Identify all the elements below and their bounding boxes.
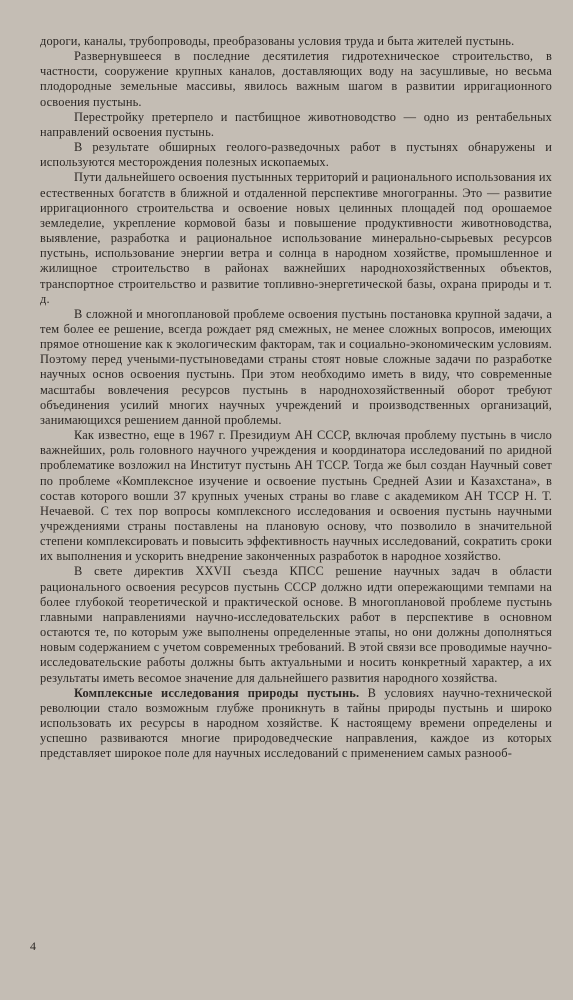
paragraph-9 [40,686,552,762]
document-page [40,34,552,964]
paragraph-4: В результате обширных геолого-разведочных работ в пустынях обнаружены и используются месторождения полезных ископаемых. [40,140,552,170]
paragraph-3: Перестройку претерпело и пастбищное животноводство — одно из рентабельных направлений освоения пустынь. [40,109,552,139]
section-heading: Комплексные исследования природы пустынь. [74,685,360,700]
paragraph-6: В сложной и многоплановой проблеме освоения пустынь постановка крупной задачи, а тем более ее решение, всегда рождает ряд смежных, не менее сложных вопросов, имеющих прямое отношение как к экологическим факторам, так и социально-экономическим условиям. Поэтому перед учеными-пустыноведами страны стоят новые сложные задачи по разработке научных основ освоения пустынь. При этом необходимо иметь в виду, что современные масштабы вовлечения ресурсов пустынь в народнохозяйственный оборот требуют объединения усилий многих научных учреждений и производственных организаций, занимающихся решением данной проблемы. [40,306,552,427]
paragraph-2: Развернувшееся в последние десятилетия гидротехническое строительство, в частности, сооружение крупных каналов, доставляющих воду на засушливые, но весьма плодородные земельные массивы, явилось важным шагом в развитии ирригационного освоения пустынь. [40,49,552,109]
paragraph-8: В свете директив XXVII съезда КПСС решение научных задач в области рационального освоения ресурсов пустынь СССР должно идти опережающими темпами на более глубокой теоретической и практической основе. В многоплановой проблеме пустынь главными направлениями научно-исследовательских работ в перспективе в основном остаются те, по которым уже выполнены определенные этапы, но они должны дополняться новым содержанием с учетом современных требований. В этой связи все проводимые научно-исследовательские работы должны быть актуальными и носить конкретный характер, а их результаты иметь весомое значение для дальнейшего развития народного хозяйства. [40,564,552,685]
paragraph-7: Как известно, еще в 1967 г. Президиум АН СССР, включая проблему пустынь в число важнейших, роль головного научного учреждения и координатора исследований по аридной проблематике возложил на Институт пустынь АН ТССР. Тогда же был создан Научный совет по проблеме «Комплексное изучение и освоение пустынь Средней Азии и Казахстана», в состав которого вошли 37 крупных ученых страны во главе с академиком АН ТССР Н. Т. Нечаевой. С тех пор вопросы комплексного исследования и освоения пустынь научными учреждениями страны поставлены на плановую основу, что позволило в значительной степени комплексировать и повысить эффективность научных исследований, сократить сроки их выполнения и ускорить внедрение законченных разработок в народное хозяйство. [40,428,552,564]
paragraph-1: дороги, каналы, трубопроводы, преобразованы условия труда и быта жителей пустынь. [40,34,515,48]
page-number: 4 [30,939,36,953]
paragraph-5: Пути дальнейшего освоения пустынных территорий и рационального использования их естественных богатств в ближной и отдаленной перспективе многогранны. Это — развитие ирригационного строительства и освоение новых целинных площадей под орошаемое земледелие, укрепление кормовой базы и повышение продуктивности животноводства, выявление, разработка и рациональное использование минерально-сырьевых ресурсов пустынь, использование энергии ветра и солнца в народном хозяйстве, промышленное и жилищное строительство в районах важнейших народнохозяйственных объектов, транспортное строительство и развитие топливно-энергетической базы, охрана природы и т. д. [40,170,552,306]
section-text: В условиях научно-технической революции стало возможным глубже проникнуть в тайны природы пустынь и широко использовать их ресурсы в народном хозяйстве. К настоящему времени определены и успешно развиваются многие природоведческие направления, каждое из которых представляет широкое поле для научных исследований с применением самых разнооб- [40,685,552,761]
